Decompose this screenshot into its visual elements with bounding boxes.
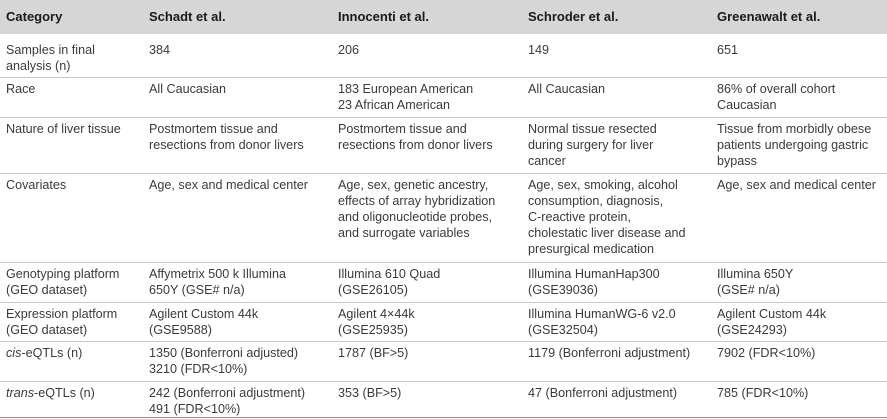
- cell-line: Illumina HumanHap300: [528, 267, 660, 281]
- table-cell: [528, 306, 676, 338]
- cell-line: (GSE32504): [528, 323, 599, 337]
- row-divider: [0, 117, 887, 118]
- table-cell: [338, 121, 493, 153]
- table-cell: [717, 42, 738, 58]
- cell-line: Samples in final: [6, 43, 95, 57]
- cell-line: Normal tissue resected: [528, 122, 657, 136]
- cell-line: Age, sex, smoking, alcohol: [528, 178, 678, 192]
- table-cell: [149, 81, 226, 97]
- cell-line: trans-eQTLs (n): [6, 386, 95, 400]
- cell-line: and oligonucleotide probes,: [338, 210, 493, 224]
- cell-line: 23 African American: [338, 98, 451, 112]
- cell-line: All Caucasian: [149, 82, 227, 96]
- table-cell: [338, 177, 495, 241]
- table-cell: [717, 121, 871, 169]
- header-category: Category: [6, 9, 63, 24]
- cell-line: 149: [528, 43, 550, 57]
- table-cell: [528, 177, 686, 257]
- table-cell: [338, 306, 415, 338]
- table-cell: [149, 385, 305, 417]
- table-cell: [149, 345, 298, 377]
- cell-line: resections from donor livers: [338, 138, 493, 152]
- cell-line: (GSE9588): [149, 323, 212, 337]
- header-schadt: Schadt et al.: [149, 9, 226, 24]
- row-divider: [0, 262, 887, 263]
- cell-line: Age, sex and medical center: [717, 178, 876, 192]
- cell-line: (GSE# n/a): [717, 283, 780, 297]
- cell-line: (GEO dataset): [6, 283, 88, 297]
- cell-line: 3210 (FDR<10%): [149, 362, 248, 376]
- cell-line: 353 (BF>5): [338, 386, 402, 400]
- cell-line: cancer: [528, 154, 566, 168]
- cell-line: 651: [717, 43, 739, 57]
- header-innocenti: Innocenti et al.: [338, 9, 430, 24]
- table-cell: [149, 266, 286, 298]
- cell-line: Illumina HumanWG-6 v2.0: [528, 307, 676, 321]
- cell-line: resections from donor livers: [149, 138, 304, 152]
- row-category: [6, 42, 95, 74]
- cell-line: Expression platform: [6, 307, 118, 321]
- cell-line: patients undergoing gastric: [717, 138, 869, 152]
- cell-line: 86% of overall cohort: [717, 82, 836, 96]
- cell-line: analysis (n): [6, 59, 71, 73]
- table-cell: [338, 42, 359, 58]
- cell-line: 785 (FDR<10%): [717, 386, 809, 400]
- table-cell: [528, 121, 657, 169]
- cell-line: All Caucasian: [528, 82, 606, 96]
- cell-line: 384: [149, 43, 171, 57]
- table-cell: [717, 345, 815, 361]
- cell-line: Agilent 4×44k: [338, 307, 415, 321]
- table-cell: [149, 177, 308, 193]
- cell-line: Agilent Custom 44k: [717, 307, 827, 321]
- cell-line: 1787 (BF>5): [338, 346, 409, 360]
- row-divider: [0, 381, 887, 382]
- cell-line: Postmortem tissue and: [338, 122, 467, 136]
- cell-line: (GSE24293): [717, 323, 788, 337]
- cell-line: Age, sex, genetic ancestry,: [338, 178, 489, 192]
- table-cell: [528, 266, 660, 298]
- cell-line: 491 (FDR<10%): [149, 402, 241, 416]
- row-category: [6, 306, 117, 338]
- table-bottom-rule: [0, 417, 887, 418]
- cell-line: (GSE39036): [528, 283, 599, 297]
- table-cell: [338, 385, 401, 401]
- cell-line: presurgical medication: [528, 242, 654, 256]
- italic-prefix: trans: [6, 386, 34, 400]
- table-cell: [528, 385, 677, 401]
- cell-line: bypass: [717, 154, 757, 168]
- row-category: [6, 81, 35, 97]
- cell-line: 650Y (GSE# n/a): [149, 283, 245, 297]
- cell-line: Illumina 610 Quad: [338, 267, 441, 281]
- cell-line: Age, sex and medical center: [149, 178, 308, 192]
- cell-line: 183 European American: [338, 82, 474, 96]
- cell-line: (GSE26105): [338, 283, 409, 297]
- table-cell: [717, 385, 808, 401]
- table-cell: [149, 121, 304, 153]
- row-divider: [0, 173, 887, 174]
- cell-line: Affymetrix 500 k Illumina: [149, 267, 286, 281]
- row-divider: [0, 77, 887, 78]
- cell-line: (GEO dataset): [6, 323, 88, 337]
- table-cell: [149, 306, 258, 338]
- cell-line: cis-eQTLs (n): [6, 346, 83, 360]
- row-divider: [0, 302, 887, 303]
- table-cell: [528, 81, 605, 97]
- row-divider: [0, 341, 887, 342]
- table-cell: [717, 81, 835, 113]
- cell-line: Postmortem tissue and: [149, 122, 278, 136]
- cell-line: Race: [6, 82, 36, 96]
- table-cell: [528, 42, 549, 58]
- cell-line: Nature of liver tissue: [6, 122, 121, 136]
- row-category: [6, 345, 82, 361]
- cell-line: 7902 (FDR<10%): [717, 346, 816, 360]
- row-category: [6, 177, 66, 193]
- cell-line: (GSE25935): [338, 323, 409, 337]
- table-cell: [338, 266, 440, 298]
- cell-line: 1179 (Bonferroni adjustment): [528, 346, 691, 360]
- cell-line: consumption, diagnosis,: [528, 194, 664, 208]
- header-schroder: Schroder et al.: [528, 9, 619, 24]
- cell-line: 47 (Bonferroni adjustment): [528, 386, 678, 400]
- cell-line: 206: [338, 43, 360, 57]
- cell-line: effects of array hybridization: [338, 194, 496, 208]
- table-cell: [528, 345, 690, 361]
- cell-line: and surrogate variables: [338, 226, 470, 240]
- cell-line: C-reactive protein,: [528, 210, 631, 224]
- cell-line: Illumina 650Y: [717, 267, 794, 281]
- cell-line: Tissue from morbidly obese: [717, 122, 872, 136]
- cell-line: Agilent Custom 44k: [149, 307, 259, 321]
- cell-line: 242 (Bonferroni adjustment): [149, 386, 306, 400]
- table-header-row: [0, 0, 887, 34]
- cell-line: 1350 (Bonferroni adjusted): [149, 346, 299, 360]
- cell-line: cholestatic liver disease and: [528, 226, 686, 240]
- cell-line: Genotyping platform: [6, 267, 120, 281]
- table-cell: [717, 266, 793, 298]
- italic-prefix: cis: [6, 346, 22, 360]
- table-cell: [338, 81, 473, 113]
- row-category: [6, 385, 95, 401]
- row-category: [6, 121, 121, 137]
- row-category: [6, 266, 119, 298]
- table-cell: [717, 177, 876, 193]
- cell-line: during surgery for liver: [528, 138, 654, 152]
- cell-line: Caucasian: [717, 98, 777, 112]
- table-cell: [338, 345, 408, 361]
- header-greenawalt: Greenawalt et al.: [717, 9, 821, 24]
- cell-line: Covariates: [6, 178, 67, 192]
- table-cell: [149, 42, 170, 58]
- table-cell: [717, 306, 826, 338]
